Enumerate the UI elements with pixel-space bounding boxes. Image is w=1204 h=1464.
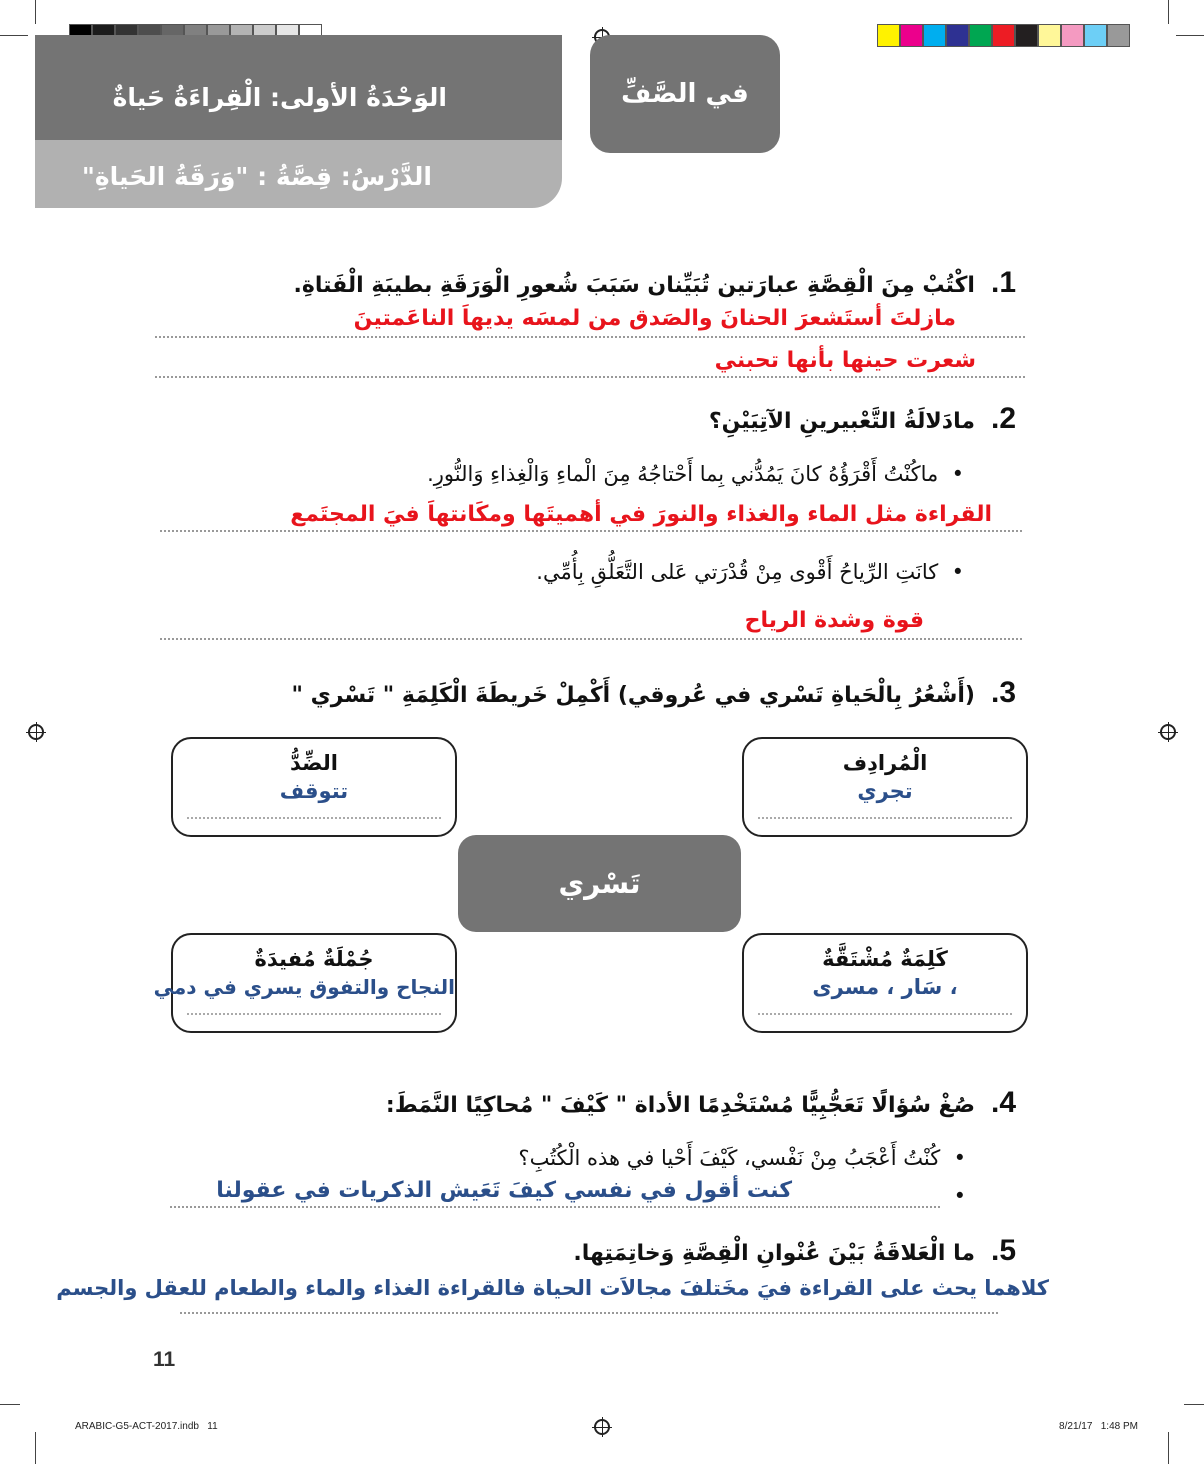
registration-mark-icon xyxy=(1160,724,1176,740)
unit-title-banner xyxy=(35,35,562,140)
color-swatch xyxy=(923,24,946,47)
bullet-text: ماكُنْتُ أَقْرَؤُهُ كانَ يَمُدُّني بِما أَحْتاجُهُ مِنَ الْماءِ وَالْغِذاءِ وَالنُّورِ. xyxy=(427,462,939,486)
box-answer: النجاح والتفوق يسري في دمي xyxy=(153,975,455,999)
antonym-box xyxy=(171,737,457,837)
footer-date: 8/21/17 1:48 PM xyxy=(1059,1421,1138,1432)
crop-mark xyxy=(0,1404,20,1405)
answer-2a: القراءة مثل الماء والغذاء والنورَ في أهميتَها ومكَانتهاَ فيَ المجتَمع xyxy=(290,502,992,527)
crop-mark xyxy=(35,1432,36,1464)
color-swatch xyxy=(1107,24,1130,47)
question-number: 2. xyxy=(990,402,1016,435)
lesson-title-banner xyxy=(35,140,562,208)
color-swatch xyxy=(877,24,900,47)
center-word: تَسْري xyxy=(458,835,741,932)
color-swatch xyxy=(1015,24,1038,47)
bullet-item: • xyxy=(953,1184,966,1208)
question-number: 4. xyxy=(990,1086,1016,1119)
color-swatch xyxy=(946,24,969,47)
color-swatch xyxy=(1084,24,1107,47)
color-swatch xyxy=(969,24,992,47)
answer-4: كنت أقول في نفسي كيفَ تَعَيش الذكريات في عقولنا xyxy=(216,1178,792,1203)
question-2 xyxy=(709,402,1016,436)
question-number: 1. xyxy=(990,266,1016,299)
derived-word-box xyxy=(742,933,1028,1033)
bullet-item: • كانَتِ الرِّياحُ أَقْوى مِنْ قُدْرَتي عَلى التَّعَلُّقِ بِأُمِّي. xyxy=(536,560,964,584)
color-swatch xyxy=(1061,24,1084,47)
box-label: كَلِمَةٌ مُشْتَقَّةٌ xyxy=(822,947,948,971)
box-label: جُمْلَةٌ مُفيدَةٌ xyxy=(254,947,374,971)
synonym-box xyxy=(742,737,1028,837)
answer-line xyxy=(155,336,1025,338)
question-text: ما الْعَلاقَةُ بَيْنَ عُنْوانِ الْقِصَّةِ وَخاتِمَتِها. xyxy=(573,1241,975,1266)
crop-mark xyxy=(1168,0,1169,24)
color-swatch xyxy=(1038,24,1061,47)
question-text: (أَشْعُرُ بِالْحَياةِ تَسْري في عُروقي) أَكْمِلْ خَريطَةَ الْكَلِمَةِ " تَسْري " xyxy=(291,683,975,708)
footer-file: ARABIC-G5-ACT-2017.indb 11 xyxy=(75,1421,218,1432)
answer-line xyxy=(170,1206,940,1208)
crop-mark xyxy=(1168,1432,1169,1464)
question-text: مادَلالَةُ التَّعْبيرينِ الآتِيَيْنِ؟ xyxy=(708,409,975,434)
question-5 xyxy=(573,1234,1016,1268)
box-label: الْمُرادِف xyxy=(842,751,928,775)
answer-5: كلاهما يحث على القراءة فيَ مخَتلفَ مجالاَت الحياة فالقراءة الغذاء والماء والطعام للعقل والجسم xyxy=(56,1276,1049,1300)
crop-mark xyxy=(0,35,28,36)
crop-mark xyxy=(1176,35,1204,36)
bullet-text: كانَتِ الرِّياحُ أَقْوى مِنْ قُدْرَتي عَلى التَّعَلُّقِ بِأُمِّي. xyxy=(536,560,939,584)
answer-line xyxy=(155,376,1025,378)
page-number: 11 xyxy=(153,1348,176,1371)
registration-mark-icon xyxy=(28,724,44,740)
sentence-box xyxy=(153,933,457,1033)
question-3 xyxy=(292,676,1016,710)
question-number: 5. xyxy=(990,1234,1016,1267)
registration-mark-icon xyxy=(594,1419,610,1435)
box-label: الضِّدُّ xyxy=(290,751,338,775)
crop-mark xyxy=(1184,1404,1204,1405)
answer-line xyxy=(160,530,1022,532)
color-swatch xyxy=(992,24,1015,47)
question-4 xyxy=(386,1086,1016,1120)
answer-2b: قوة وشدة الرياح xyxy=(744,608,924,633)
lesson-title: الدَّرْسُ: قِصَّةُ : "وَرَقَةُ الحَياةِ" xyxy=(81,162,432,191)
answer-1a: مازلتَ أستَشعرَ الحنانَ والصَدق من لمسَه يديهاَ الناعَمتينَ xyxy=(353,306,956,331)
section-badge: في الصَّفِّ xyxy=(590,35,780,153)
bullet-item: • ماكُنْتُ أَقْرَؤُهُ كانَ يَمُدُّني بِما أَحْتاجُهُ مِنَ الْماءِ وَالْغِذاءِ وَالنُّورِ. xyxy=(427,462,964,486)
answer-1b: شعرت حينها بأنها تحبني xyxy=(714,348,976,373)
question-text: صُغْ سُؤالًا تَعَجُّبِيًّا مُسْتَخْدِمًا الأداة " كَيْفَ " مُحاكِيًا النَّمَطَ: xyxy=(385,1093,975,1118)
answer-line xyxy=(180,1312,998,1314)
box-answer: تجري xyxy=(857,779,913,803)
bullet-item: • كُنْتُ أَعْجَبُ مِنْ نَفْسي، كَيْفَ أَحْيا في هذه الْكُتُبِ؟ xyxy=(518,1146,966,1170)
crop-mark xyxy=(35,0,36,24)
box-answer: تتوقف xyxy=(279,779,349,803)
question-text: اكْتُبْ مِنَ الْقِصَّةِ عبارَتين تُبَيِّنان سَبَبَ شُعورِ الْوَرَقَةِ بطيبَةِ الْفَتاةِ. xyxy=(293,273,975,298)
question-number: 3. xyxy=(990,676,1016,709)
question-1 xyxy=(294,266,1017,300)
unit-title: الوَحْدَةُ الأولى: الْقِراءَةُ حَياةٌ xyxy=(112,83,447,112)
answer-line xyxy=(160,638,1022,640)
box-answer: ، سَار ، مسرى xyxy=(812,975,958,999)
bullet-text: كُنْتُ أَعْجَبُ مِنْ نَفْسي، كَيْفَ أَحْيا في هذه الْكُتُبِ؟ xyxy=(518,1146,941,1170)
color-swatch xyxy=(900,24,923,47)
